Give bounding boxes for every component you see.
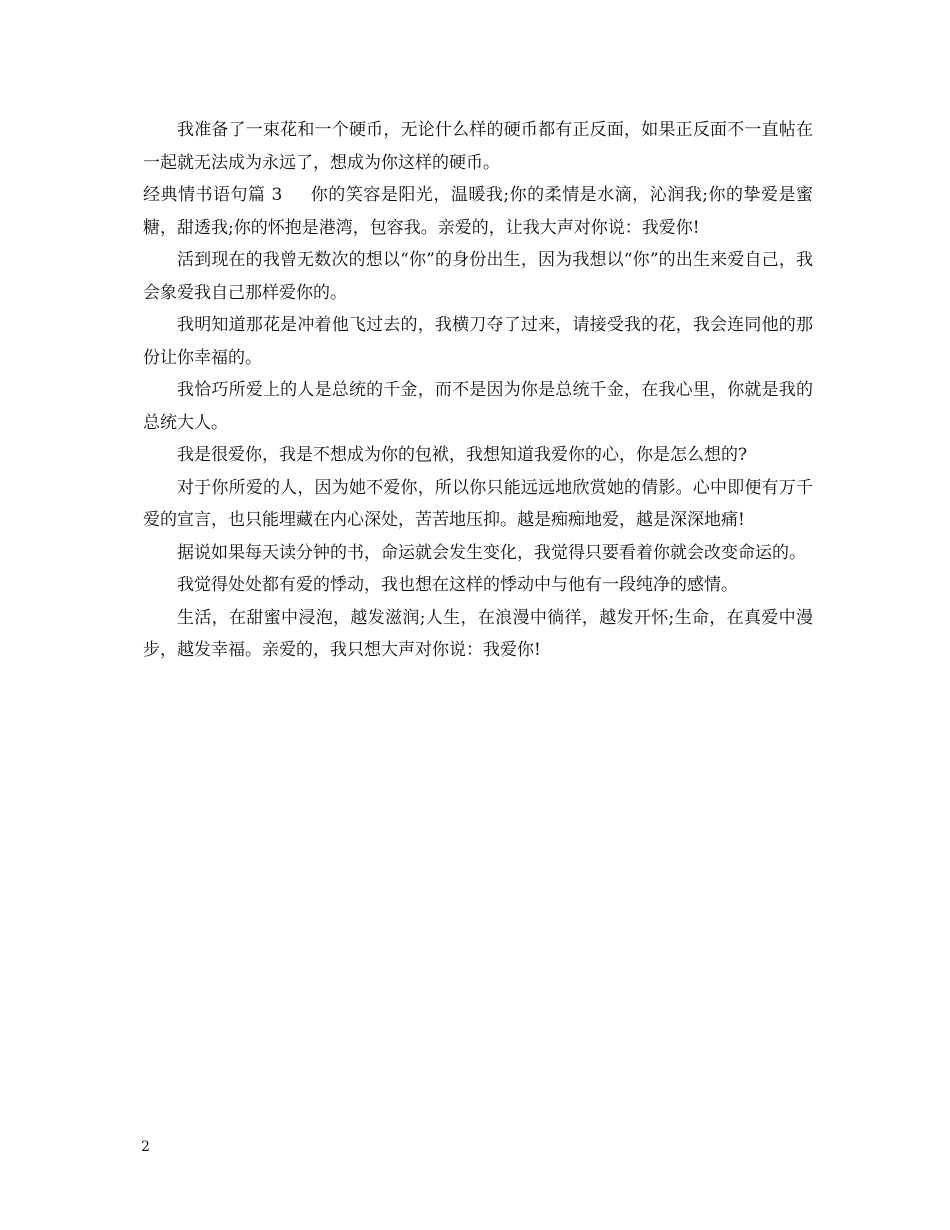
section-heading: 经典情书语句篇 3	[143, 185, 283, 205]
paragraph-6	[143, 439, 813, 472]
paragraph-9	[143, 569, 813, 602]
paragraph-8-text: 据说如果每天读分钟的书，命运就会发生变化，我觉得只要看着你就会改变命运的。	[177, 542, 806, 563]
paragraph-1	[143, 114, 813, 179]
paragraph-8	[143, 537, 813, 570]
page-number: 2	[141, 1139, 150, 1155]
document-body	[143, 114, 813, 667]
paragraph-4-text: 我明知道那花是冲着他飞过去的，我横刀夺了过来，请接受我的花，我会连同他的那份让你幸福的。	[143, 315, 813, 368]
paragraph-7-text: 对于你所爱的人，因为她不爱你，所以你只能远远地欣赏她的倩影。心中即便有万千爱的宣言，也只能埋藏在内心深处，苦苦地压抑。越是痴痴地爱，越是深深地痛!	[143, 477, 813, 530]
paragraph-7	[143, 472, 813, 537]
paragraph-2	[143, 179, 813, 244]
paragraph-4	[143, 309, 813, 374]
paragraph-5-text: 我恰巧所爱上的人是总统的千金，而不是因为你是总统千金，在我心里，你就是我的总统大人。	[143, 380, 813, 433]
paragraph-1-text: 我准备了一束花和一个硬币，无论什么样的硬币都有正反面，如果正反面不一直帖在一起就无法成为永远了，想成为你这样的硬币。	[143, 120, 813, 173]
paragraph-3-text: 活到现在的我曾无数次的想以“你”的身份出生，因为我想以“你”的出生来爱自己，我会象爱我自己那样爱你的。	[143, 250, 813, 303]
paragraph-2-text: 你的笑容是阳光，温暖我;你的柔情是水滴，沁润我;你的挚爱是蜜糖，甜透我;你的怀抱是港湾，包容我。亲爱的，让我大声对你说：我爱你!	[143, 185, 813, 238]
paragraph-9-text: 我觉得处处都有爱的悸动，我也想在这样的悸动中与他有一段纯净的感情。	[177, 575, 738, 595]
paragraph-3	[143, 244, 813, 309]
paragraph-6-text: 我是很爱你，我是不想成为你的包袱，我想知道我爱你的心，你是怎么想的?	[177, 445, 748, 465]
paragraph-5	[143, 374, 813, 439]
paragraph-10	[143, 602, 813, 667]
paragraph-10-text: 生活，在甜蜜中浸泡，越发滋润;人生，在浪漫中徜徉，越发开怀;生命，在真爱中漫步，越发幸福。亲爱的，我只想大声对你说：我爱你!	[143, 607, 813, 660]
